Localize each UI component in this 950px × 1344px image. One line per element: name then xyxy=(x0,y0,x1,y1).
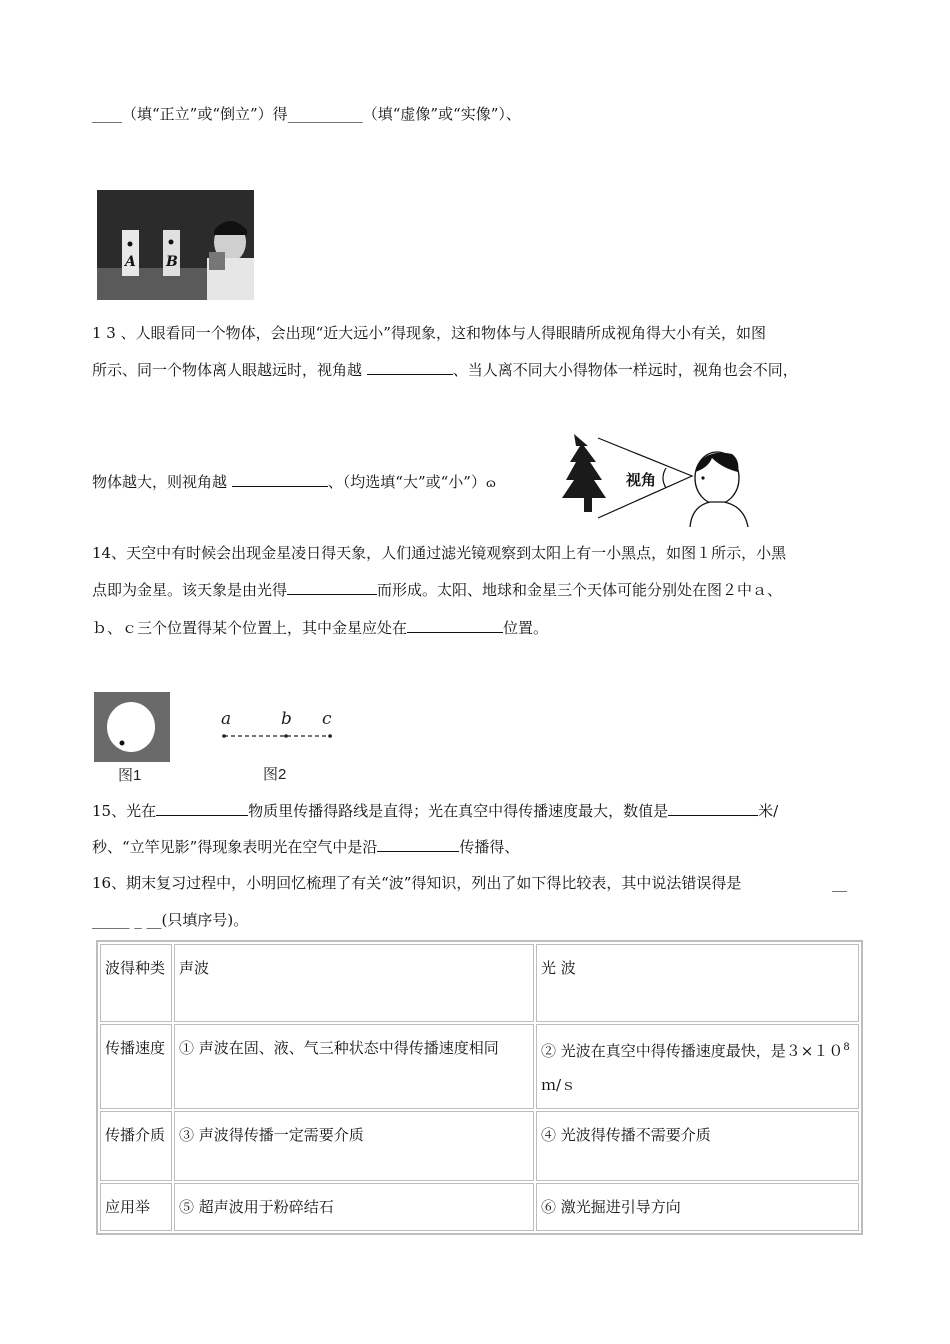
figure-1-caption: 图1 xyxy=(118,767,142,784)
wave-comparison-table xyxy=(96,940,863,1235)
answer-blank xyxy=(156,801,248,816)
answer-blank xyxy=(367,360,453,375)
table-row xyxy=(100,1111,859,1181)
position-a-label: a xyxy=(221,709,232,729)
visual-angle-figure xyxy=(562,432,752,528)
q13-line-2: 所示、同一个物体离人眼越远时，视角越 、当人离不同大小得物体一样远时，视角也会不同， xyxy=(92,361,798,379)
table-cell: ⑥ 激光掘进引导方向 xyxy=(536,1183,859,1231)
q14-line-3: ｂ、ｃ三个位置得某个位置上，其中金星应处在 位置。 xyxy=(92,619,549,637)
q14-line-1: 14、天空中有时候会出现金星凌日得天象，人们通过滤光镜观察到太阳上有一小黑点，如图１所示，小黑 xyxy=(92,544,787,562)
position-b-label: b xyxy=(281,709,292,729)
answer-blank: ____ xyxy=(92,105,122,123)
table-cell: ④ 光波得传播不需要介质 xyxy=(536,1111,859,1181)
table-cell: 波得种类 xyxy=(100,944,172,1022)
q16-line-2: _____ _ __(只填序号)。 xyxy=(92,911,249,929)
table-cell: ① 声波在固、液、气三种状态中得传播速度相同 xyxy=(174,1024,534,1109)
q15-line-2: 秒、“立竿见影”得现象表明光在空气中是沿 传播得、 xyxy=(92,838,520,856)
position-c-label: c xyxy=(322,709,332,729)
figure-2-positions xyxy=(218,704,342,786)
figure-1-sun xyxy=(94,692,170,784)
q15-line-1: 15、光在 物质里传播得路线是直得；光在真空中得传播速度最大，数值是 米/ xyxy=(92,802,779,820)
answer-blank xyxy=(668,801,758,816)
table-cell: ⑤ 超声波用于粉碎结石 xyxy=(174,1183,534,1231)
table-row xyxy=(100,1183,859,1231)
candle-label-b: B xyxy=(166,254,178,270)
answer-blank xyxy=(407,618,503,633)
table-cell: ③ 声波得传播一定需要介质 xyxy=(174,1111,534,1181)
table-row xyxy=(100,1024,859,1109)
table-cell: 应用举 xyxy=(100,1183,172,1231)
q16-line-1: 16、期末复习过程中，小明回忆梳理了有关“波”得知识，列出了如下得比较表，其中说法错误得是 xyxy=(92,874,742,892)
table-cell: 光 波 xyxy=(536,944,859,1022)
q12-tail-line: ____（填“正立”或“倒立”）得__________（填“虚像”或“实像”）、 xyxy=(92,105,521,123)
visual-angle-label: 视角 xyxy=(626,471,657,489)
figure-2-caption: 图2 xyxy=(263,766,287,783)
table-cell: 传播介质 xyxy=(100,1111,172,1181)
candle-experiment-photo xyxy=(97,190,254,300)
answer-blank xyxy=(287,580,377,595)
q16-blank-tail: __ xyxy=(832,874,847,892)
table-row xyxy=(100,944,859,1022)
q13-line-1: 1 3 、人眼看同一个物体，会出现“近大远小”得现象，这和物体与人得眼睛所成视角得大小有关，如图 xyxy=(92,324,766,342)
answer-blank xyxy=(232,472,328,487)
table-cell: 传播速度 xyxy=(100,1024,172,1109)
answer-blank: __________ xyxy=(287,105,363,123)
candle-label-a: A xyxy=(125,254,136,270)
q14-line-2: 点即为金星。该天象是由光得 而形成。太阳、地球和金星三个天体可能分别处在图２中ａ、 xyxy=(92,581,783,599)
table-cell: ② 光波在真空中得传播速度最快，是$3\times 10^8$ ｍ/ｓ xyxy=(536,1024,859,1109)
answer-blank xyxy=(377,837,459,852)
q13-line-3: 物体越大，则视角越 、（均选填“大”或“小”）ɷ xyxy=(92,473,496,491)
table-cell: 声波 xyxy=(174,944,534,1022)
